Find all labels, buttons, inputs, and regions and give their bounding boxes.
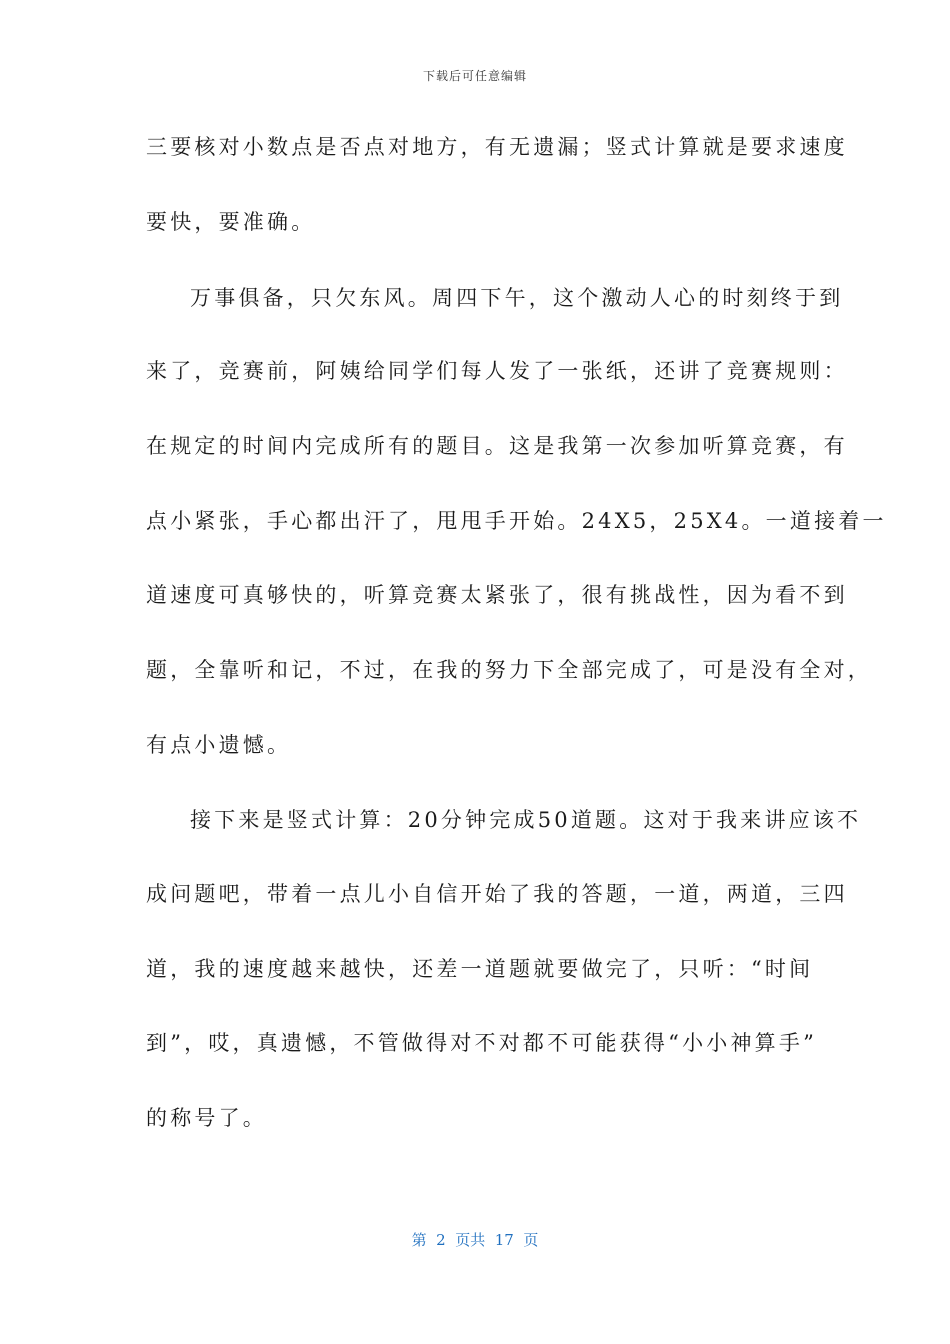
text-line: 的称号了。 xyxy=(146,1106,267,1130)
text-line: 来了，竞赛前，阿姨给同学们每人发了一张纸，还讲了竞赛规则： xyxy=(146,359,848,383)
text-line: 万事俱备，只欠东风。周四下午，这个激动人心的时刻终于到 xyxy=(190,286,844,310)
text-line: 题，全靠听和记，不过，在我的努力下全部完成了，可是没有全对， xyxy=(146,658,872,682)
page-footer: 第 2 页共 17 页 xyxy=(411,1231,539,1249)
text-line: 到”，哎，真遗憾，不管做得对不对都不可能获得“小小神算手” xyxy=(146,1031,818,1055)
text-line: 三要核对小数点是否点对地方，有无遗漏；竖式计算就是要求速度 xyxy=(146,135,848,159)
text-line: 接下来是竖式计算：20分钟完成50道题。这对于我来讲应该不 xyxy=(190,808,862,832)
text-line: 点小紧张，手心都出汗了，甩甩手开始。24X5，25X4。一道接着一 xyxy=(146,509,887,533)
text-line: 在规定的时间内完成所有的题目。这是我第一次参加听算竞赛，有 xyxy=(146,434,848,458)
text-line: 有点小遗憾。 xyxy=(146,733,292,757)
text-line: 要快，要准确。 xyxy=(146,210,316,234)
text-line: 道，我的速度越来越快，还差一道题就要做完了，只听：“时间 xyxy=(146,957,814,981)
page-header: 下载后可任意编辑 xyxy=(422,69,527,83)
text-line: 成问题吧，带着一点儿小自信开始了我的答题，一道，两道，三四 xyxy=(146,882,848,906)
text-line: 道速度可真够快的，听算竞赛太紧张了，很有挑战性，因为看不到 xyxy=(146,583,848,607)
